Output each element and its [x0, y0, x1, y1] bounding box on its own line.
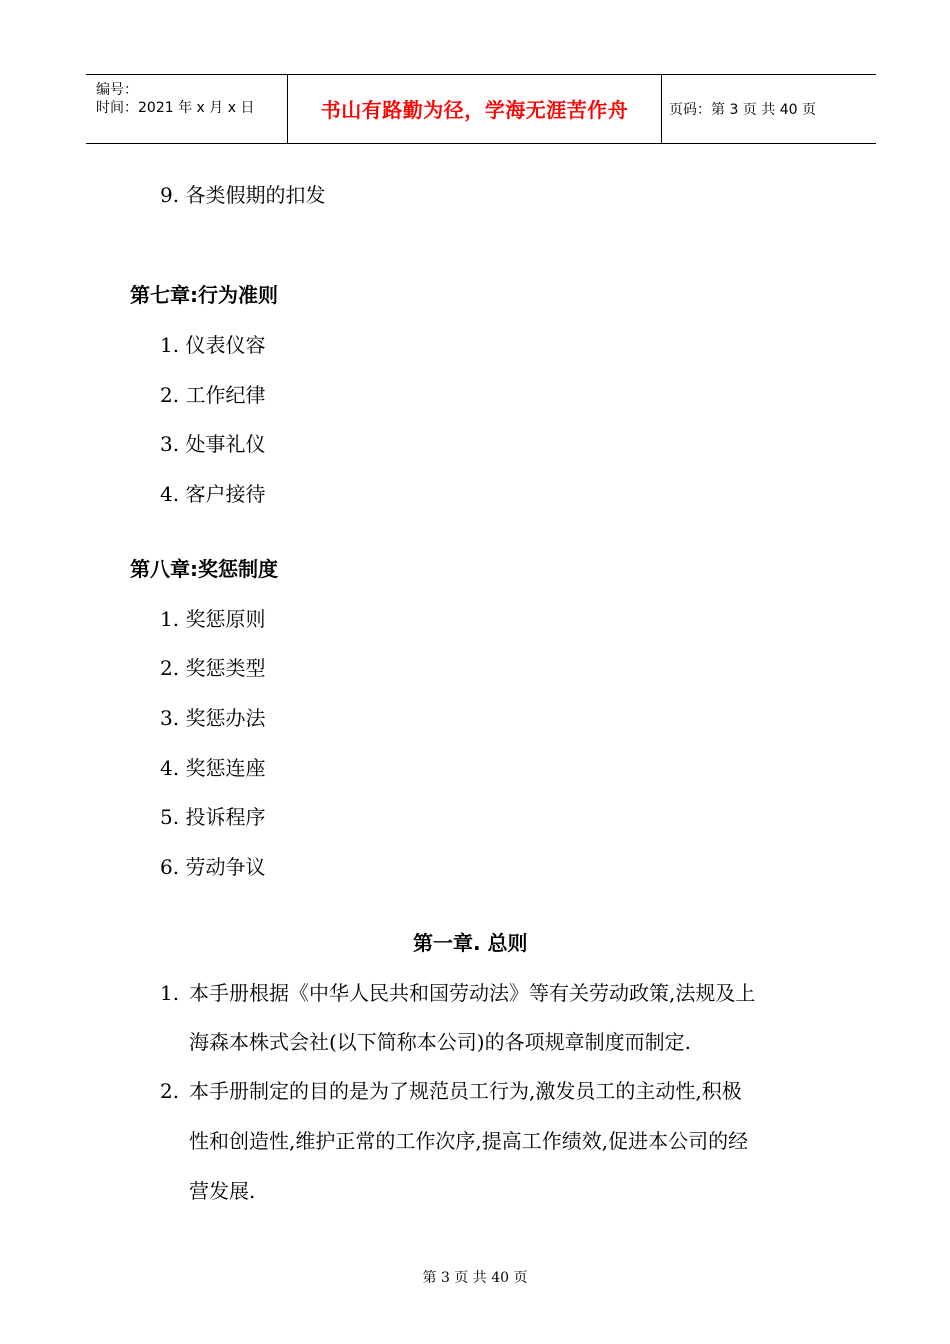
paragraph-number: 1.: [160, 981, 180, 1005]
toc-item: 1. 仪表仪容: [160, 333, 266, 357]
chapter-1-heading: 第一章. 总则: [413, 931, 528, 955]
paragraph-line: 性和创造性,维护正常的工作次序,提高工作绩效,促进本公司的经: [189, 1129, 749, 1153]
toc-item: 1. 奖惩原则: [160, 607, 266, 631]
header-motto-cell: [287, 75, 662, 143]
toc-item: 4. 客户接待: [160, 482, 266, 506]
toc-item: 3. 处事礼仪: [160, 432, 266, 456]
toc-item: 9. 各类假期的扣发: [160, 183, 326, 207]
document-number-label: 编号：: [96, 82, 138, 98]
toc-item: 6. 劳动争议: [160, 855, 266, 879]
chapter-8-heading: 第八章:奖惩制度: [130, 557, 278, 581]
chapter-7-heading: 第七章:行为准则: [130, 283, 278, 307]
toc-item: 2. 工作纪律: [160, 383, 266, 407]
page-header: [86, 74, 876, 144]
paragraph-text: 本手册根据《中华人民共和国劳动法》等有关劳动政策,法规及上: [189, 981, 756, 1005]
toc-item: 2. 奖惩类型: [160, 656, 266, 680]
header-page-cell: [661, 75, 876, 143]
toc-item: 4. 奖惩连座: [160, 756, 266, 780]
page-footer: 第 3 页 共 40 页: [422, 1270, 528, 1286]
header-motto: 书山有路勤为径，学海无涯苦作舟: [320, 98, 629, 122]
paragraph-line: 海森本株式会社(以下简称本公司)的各项规章制度而制定.: [189, 1030, 691, 1054]
document-time-label: 时间：2021 年 x 月 x 日: [96, 100, 255, 116]
paragraph-line: 营发展.: [189, 1179, 256, 1203]
paragraph-text: 本手册制定的目的是为了规范员工行为,激发员工的主动性,积极: [189, 1079, 742, 1103]
paragraph-line: [160, 1077, 742, 1105]
header-page-label: 页码：第 3 页 共 40 页: [669, 102, 816, 118]
header-meta-cell: [86, 75, 287, 143]
toc-item: 5. 投诉程序: [160, 805, 266, 829]
toc-item: 3. 奖惩办法: [160, 706, 266, 730]
paragraph-number: 2.: [160, 1079, 180, 1103]
paragraph-line: [160, 979, 755, 1007]
